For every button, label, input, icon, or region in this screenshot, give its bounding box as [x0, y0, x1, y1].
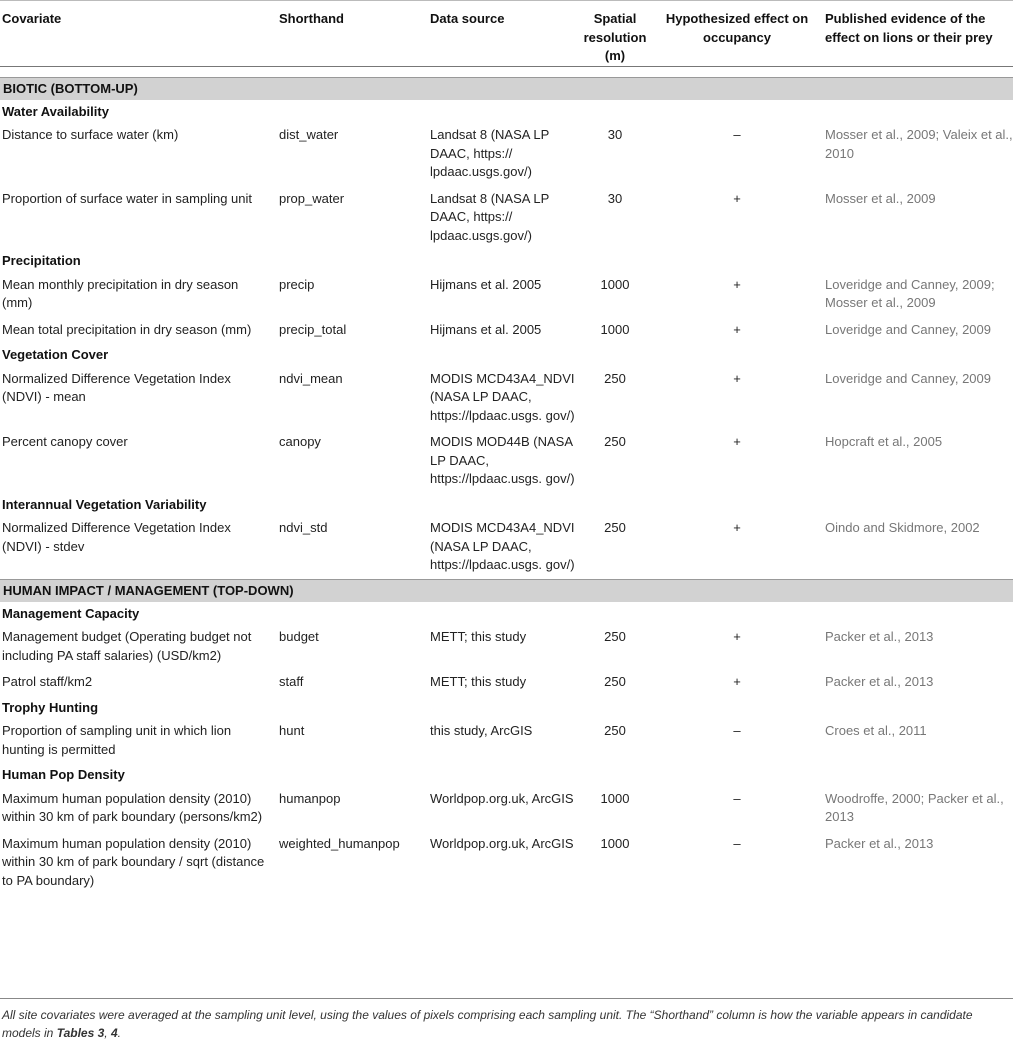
cell-resolution: 250 [604, 370, 626, 386]
table-row [0, 669, 1013, 696]
cell-evidence: Packer et al., 2013 [825, 835, 934, 851]
header-hypothesized-effect: Hypothesized effect on occupancy [655, 1, 819, 67]
subhead-trophy-hunting: Trophy Hunting [2, 699, 99, 715]
cell-resolution: 1000 [600, 790, 630, 806]
cell-resolution: 250 [604, 629, 626, 644]
footnote-sep: , [104, 1026, 111, 1040]
header-spatial-resolution: Spatial resolution (m) [575, 1, 655, 67]
cell-resolution: 30 [607, 127, 623, 142]
footnote-divider [0, 998, 1013, 999]
cell-effect: + [733, 276, 741, 292]
subhead-precipitation: Precipitation [2, 253, 81, 268]
cell-covariate: Maximum human population density (2010) within 30 km of park boundary (persons/km2) [2, 790, 263, 824]
cell-resolution: 1000 [600, 276, 630, 292]
cell-evidence: Oindo and Skidmore, 2002 [825, 520, 980, 535]
table-row [0, 122, 1013, 186]
cell-shorthand: dist_water [279, 127, 339, 142]
cell-covariate: Distance to surface water (km) [2, 127, 179, 142]
cell-effect: + [733, 190, 741, 206]
header-data-source: Data source [430, 1, 575, 67]
table-row [0, 429, 1013, 493]
cell-effect: + [733, 434, 741, 449]
cell-evidence: Packer et al., 2013 [825, 674, 934, 689]
cell-evidence: Loveridge and Canney, 2009 [825, 321, 991, 337]
cell-source: Landsat 8 (NASA LP DAAC, https:// lpdaac.usgs.gov/) [430, 127, 550, 179]
cell-evidence: Hopcraft et al., 2005 [825, 434, 943, 449]
cell-resolution: 250 [604, 434, 626, 449]
cell-covariate: Patrol staff/km2 [2, 674, 93, 689]
header-shorthand: Shorthand [279, 1, 430, 67]
cell-resolution: 30 [607, 190, 623, 206]
cell-covariate: Mean total precipitation in dry season (mm) [2, 321, 252, 337]
cell-effect: + [733, 674, 741, 689]
table-row [0, 515, 1013, 579]
cell-evidence: Loveridge and Canney, 2009; Mosser et al., 2009 [825, 276, 995, 310]
section-row [0, 77, 1013, 100]
cell-covariate: Percent canopy cover [2, 434, 128, 449]
subhead-human-pop-density: Human Pop Density [2, 767, 125, 782]
cell-shorthand: precip_total [279, 321, 347, 337]
cell-shorthand: ndvi_std [279, 520, 328, 535]
table-row [0, 317, 1013, 344]
cell-evidence: Loveridge and Canney, 2009 [825, 370, 991, 386]
header-covariate: Covariate [0, 1, 279, 67]
cell-covariate: Normalized Difference Vegetation Index (NDVI) - stdev [2, 520, 231, 554]
table-row [0, 624, 1013, 669]
cell-covariate: Proportion of sampling unit in which lion hunting is permitted [2, 723, 232, 757]
cell-source: Hijmans et al. 2005 [430, 321, 542, 337]
cell-source: Worldpop.org.uk, ArcGIS [430, 835, 574, 851]
section-biotic: BIOTIC (BOTTOM-UP) [0, 77, 1013, 100]
cell-resolution: 250 [604, 674, 626, 689]
cell-resolution: 1000 [600, 321, 630, 337]
cell-covariate: Normalized Difference Vegetation Index (NDVI) - mean [2, 370, 231, 404]
cell-resolution: 250 [604, 520, 626, 535]
cell-source: Landsat 8 (NASA LP DAAC, https:// lpdaac.usgs.gov/) [430, 190, 550, 243]
subhead-interannual-variability: Interannual Vegetation Variability [2, 496, 207, 512]
header-row [0, 1, 1013, 67]
cell-effect: + [733, 370, 741, 386]
section-human-impact: HUMAN IMPACT / MANAGEMENT (TOP-DOWN) [0, 579, 1013, 602]
cell-evidence: Mosser et al., 2009; Valeix et al., 2010 [825, 127, 1013, 161]
cell-shorthand: precip [279, 276, 315, 292]
cell-evidence: Mosser et al., 2009 [825, 190, 936, 206]
table-footnote [2, 1006, 1010, 1042]
cell-shorthand: ndvi_mean [279, 370, 343, 386]
cell-evidence: Woodroffe, 2000; Packer et al., 2013 [825, 790, 1004, 824]
cell-covariate: Management budget (Operating budget not including PA staff salaries) (USD/km2) [2, 629, 252, 663]
cell-evidence: Packer et al., 2013 [825, 629, 934, 644]
cell-covariate: Proportion of surface water in sampling unit [2, 190, 253, 206]
cell-source: MODIS MCD43A4_NDVI (NASA LP DAAC, https://lpdaac.usgs. gov/) [430, 520, 575, 572]
cell-shorthand: canopy [279, 434, 321, 449]
cell-effect: + [733, 321, 741, 337]
subhead-management-capacity: Management Capacity [2, 605, 140, 621]
cell-source: METT; this study [430, 629, 527, 644]
cell-effect: + [733, 520, 741, 535]
table-row [0, 718, 1013, 763]
table-row [0, 786, 1013, 831]
cell-source: MODIS MOD44B (NASA LP DAAC, https://lpdaac.usgs. gov/) [430, 434, 575, 486]
table-row [0, 831, 1013, 895]
cell-effect: – [733, 127, 741, 142]
table-row [0, 366, 1013, 430]
cell-evidence: Croes et al., 2011 [825, 723, 927, 738]
cell-resolution: 1000 [600, 835, 630, 851]
footnote-tables-ref: Tables 3 [56, 1026, 105, 1040]
footnote-tables-ref-2: 4 [110, 1026, 118, 1040]
footnote-text: All site covariates were averaged at the sampling unit level, using the values of pixels comprising each sampling unit. The “Shorthand” column is how the variable appears in candidate models in [2, 1008, 973, 1040]
cell-shorthand: budget [279, 629, 319, 644]
cell-effect: + [733, 629, 741, 644]
cell-resolution: 250 [604, 723, 626, 738]
cell-effect: – [733, 723, 741, 738]
cell-source: MODIS MCD43A4_NDVI (NASA LP DAAC, https://lpdaac.usgs. gov/) [430, 370, 575, 423]
cell-source: METT; this study [430, 674, 527, 689]
cell-covariate: Maximum human population density (2010) within 30 km of park boundary / sqrt (distance to PA boundary) [2, 835, 265, 888]
cell-source: this study, ArcGIS [430, 723, 533, 738]
cell-shorthand: staff [279, 674, 304, 689]
cell-shorthand: prop_water [279, 190, 345, 206]
cell-source: Hijmans et al. 2005 [430, 276, 542, 292]
cell-covariate: Mean monthly precipitation in dry season (mm) [2, 276, 239, 310]
section-row [0, 579, 1013, 602]
cell-effect: – [733, 790, 741, 806]
subhead-water: Water Availability [2, 103, 109, 119]
header-published-evidence: Published evidence of the effect on lions or their prey [819, 1, 1013, 67]
cell-source: Worldpop.org.uk, ArcGIS [430, 790, 574, 806]
table-row [0, 272, 1013, 317]
cell-shorthand: humanpop [279, 790, 341, 806]
cell-shorthand: hunt [279, 723, 305, 738]
cell-effect: – [733, 835, 741, 851]
table-row [0, 186, 1013, 250]
footnote-end: . [117, 1026, 121, 1040]
subhead-vegetation-cover: Vegetation Cover [2, 347, 109, 362]
cell-shorthand: weighted_humanpop [279, 835, 400, 851]
